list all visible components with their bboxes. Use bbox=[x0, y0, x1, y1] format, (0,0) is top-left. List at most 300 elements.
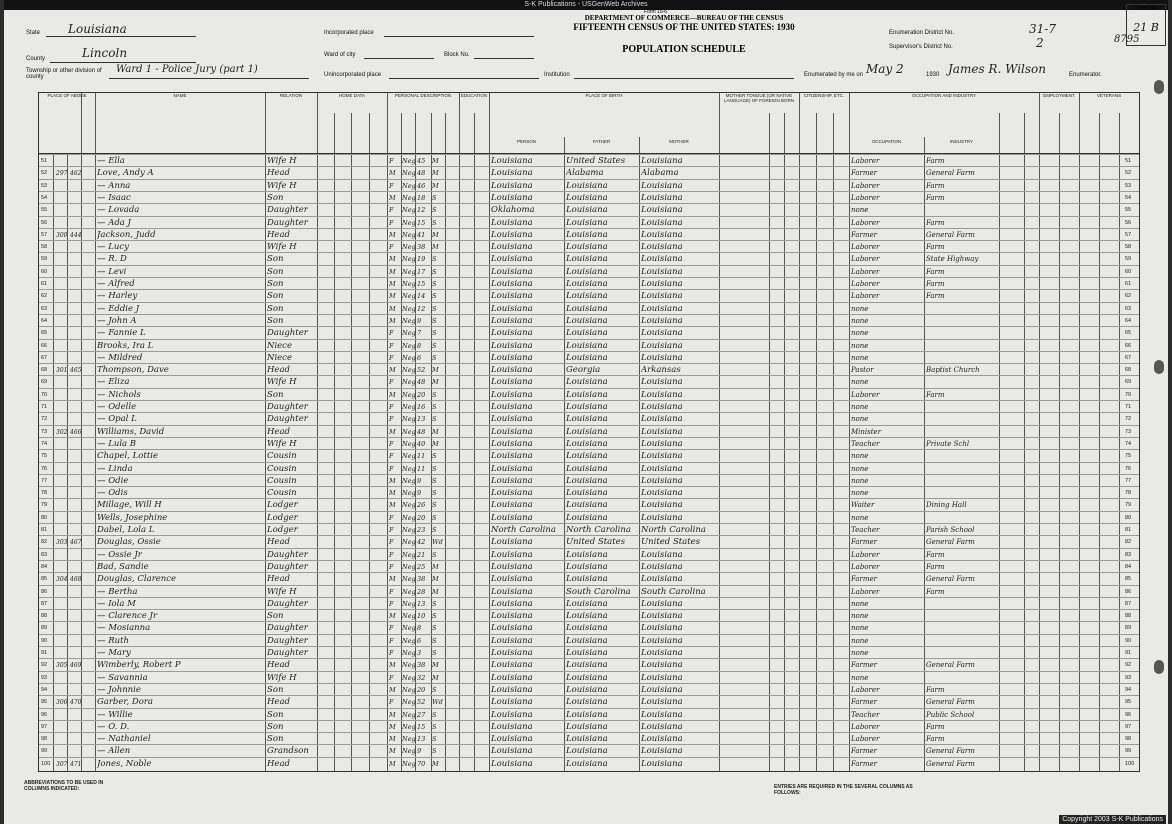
cell-name: Wimberly, Robert P bbox=[97, 660, 181, 671]
line-number: 60 bbox=[41, 268, 48, 275]
cell-sex: M bbox=[389, 366, 396, 375]
cell-name: Wells, Josephine bbox=[97, 512, 168, 523]
cell-age: 9 bbox=[417, 747, 422, 756]
cell-ms: Wd bbox=[432, 698, 443, 707]
cell-ind: Farm bbox=[926, 735, 945, 744]
cell-mother: Louisiana bbox=[641, 648, 683, 658]
cell-mother: Louisiana bbox=[641, 746, 683, 757]
col-person: PERSON bbox=[516, 139, 536, 144]
cell-sex: M bbox=[389, 722, 396, 731]
cell-sex: F bbox=[389, 329, 394, 338]
cell-occ: Teacher bbox=[851, 710, 880, 719]
line-number-right: 67 bbox=[1125, 354, 1132, 361]
cell-father: Louisiana bbox=[566, 758, 608, 769]
cell-sex: M bbox=[389, 489, 396, 498]
line-number: 83 bbox=[41, 551, 48, 558]
line-number-right: 100 bbox=[1125, 760, 1135, 767]
cell-name: — Isaac bbox=[97, 192, 131, 203]
cell-age: 18 bbox=[417, 193, 426, 202]
cell-ms: S bbox=[432, 193, 437, 202]
cell-mother: Louisiana bbox=[641, 205, 683, 216]
cell-ms: M bbox=[432, 169, 439, 178]
cell-ind: General Farm bbox=[926, 661, 975, 670]
cell-person: Louisiana bbox=[491, 611, 533, 622]
cell-father: Louisiana bbox=[566, 402, 608, 412]
cell-mother: Louisiana bbox=[641, 709, 683, 720]
cell-mother: Louisiana bbox=[641, 217, 683, 228]
cell-age: 7 bbox=[417, 329, 422, 338]
cell-person: Louisiana bbox=[491, 168, 533, 179]
cell-rel: Daughter bbox=[267, 328, 308, 339]
county-label: County bbox=[26, 56, 46, 62]
cell-rel: Wife H bbox=[267, 156, 297, 166]
cell-ind: Farm bbox=[926, 722, 945, 731]
cell-rel: Lodger bbox=[267, 512, 298, 523]
cell-sex: M bbox=[389, 612, 396, 621]
cell-name: — Allen bbox=[97, 746, 131, 757]
township-label: Township or other division of county bbox=[26, 68, 102, 80]
cell-ms: S bbox=[432, 710, 437, 719]
cell-mother: Louisiana bbox=[641, 352, 683, 363]
cell-father: Louisiana bbox=[566, 426, 608, 437]
cell-race: Neg bbox=[402, 673, 416, 682]
cell-father: Louisiana bbox=[566, 488, 608, 499]
line-number: 65 bbox=[41, 330, 48, 337]
cell-race: Neg bbox=[402, 181, 416, 190]
line-number: 74 bbox=[41, 440, 48, 447]
line-number: 84 bbox=[41, 563, 48, 570]
cell-person: Louisiana bbox=[491, 488, 533, 499]
cell-sex: M bbox=[389, 255, 396, 264]
cell-ms: S bbox=[432, 649, 437, 657]
cell-sex: F bbox=[389, 636, 394, 645]
cell-ms: M bbox=[432, 562, 439, 571]
cell-father: Louisiana bbox=[566, 611, 608, 622]
col-citizenship: CITIZENSHIP, ETC. bbox=[803, 93, 845, 98]
cell-age: 27 bbox=[417, 710, 426, 719]
cell-sex: M bbox=[389, 280, 396, 288]
line-number: 97 bbox=[41, 723, 48, 730]
supervisor-label: Supervisor's District No. bbox=[889, 44, 953, 50]
cell-ms: S bbox=[432, 390, 437, 399]
cell-fam: 471 bbox=[70, 760, 82, 768]
cell-mother: Louisiana bbox=[641, 438, 683, 449]
cell-person: Louisiana bbox=[491, 648, 533, 658]
cell-sex: M bbox=[389, 501, 396, 510]
col-personal: PERSONAL DESCRIPTION bbox=[394, 93, 452, 98]
cell-sex: F bbox=[389, 341, 394, 350]
cell-father: Louisiana bbox=[566, 352, 608, 363]
cell-person: Louisiana bbox=[491, 561, 533, 572]
enum-district-value: 31-7 bbox=[1029, 22, 1056, 36]
cell-rel: Head bbox=[267, 168, 290, 179]
cell-ms: M bbox=[432, 575, 439, 584]
cell-occ: Farmer bbox=[851, 538, 878, 547]
cell-race: Neg bbox=[402, 304, 416, 313]
cell-father: Louisiana bbox=[566, 377, 608, 388]
cell-name: — Lucy bbox=[97, 242, 129, 253]
cell-rel: Head bbox=[267, 574, 290, 585]
cell-mother: Louisiana bbox=[641, 697, 683, 708]
page-title: FIFTEENTH CENSUS OF THE UNITED STATES: 1930 bbox=[573, 22, 795, 32]
cell-name: — Odelle bbox=[97, 402, 137, 412]
cell-person: Louisiana bbox=[491, 242, 533, 253]
cell-ms: S bbox=[432, 476, 437, 485]
cell-name: — Opal L bbox=[97, 414, 137, 425]
line-number-right: 91 bbox=[1125, 650, 1132, 656]
cell-ms: S bbox=[432, 206, 437, 215]
cell-race: Neg bbox=[402, 538, 416, 547]
cell-occ: none bbox=[851, 489, 869, 498]
cell-rel: Daughter bbox=[267, 549, 308, 560]
cell-race: Neg bbox=[402, 575, 416, 584]
cell-person: Louisiana bbox=[491, 365, 533, 376]
cell-mother: Louisiana bbox=[641, 389, 683, 400]
cell-name: — Iola M bbox=[97, 598, 136, 609]
col-occ: OCCUPATION bbox=[871, 139, 902, 144]
line-number-right: 84 bbox=[1125, 563, 1132, 570]
cell-occ: none bbox=[851, 476, 869, 485]
cell-father: Louisiana bbox=[566, 648, 608, 658]
cell-person: Louisiana bbox=[491, 414, 533, 425]
cell-occ: Farmer bbox=[851, 575, 878, 584]
cell-rel: Wife H bbox=[267, 377, 297, 388]
cell-person: Louisiana bbox=[491, 709, 533, 720]
line-number: 80 bbox=[41, 514, 48, 521]
cell-ms: S bbox=[432, 599, 437, 608]
cell-rel: Wife H bbox=[267, 438, 297, 449]
cell-race: Neg bbox=[402, 366, 416, 375]
cell-mother: United States bbox=[641, 537, 701, 548]
line-number-right: 89 bbox=[1125, 625, 1132, 632]
cell-age: 48 bbox=[417, 169, 426, 178]
stamp-number: 8795 bbox=[1114, 34, 1140, 45]
line-number: 82 bbox=[41, 539, 48, 546]
cell-occ: none bbox=[851, 624, 869, 633]
cell-father: Louisiana bbox=[566, 205, 608, 216]
cell-name: Chapel, Lottie bbox=[97, 451, 158, 462]
cell-name: — Johnnie bbox=[97, 684, 141, 695]
cell-ms: S bbox=[432, 513, 437, 522]
line-number-right: 78 bbox=[1125, 490, 1132, 497]
line-number: 88 bbox=[41, 613, 48, 620]
cell-name: — O. D. bbox=[97, 721, 130, 732]
cell-name: — Nichols bbox=[97, 389, 141, 400]
cell-sex: F bbox=[389, 526, 394, 534]
cell-name: — Alfred bbox=[97, 279, 135, 289]
cell-ms: S bbox=[432, 341, 437, 350]
cell-sex: F bbox=[389, 599, 394, 608]
cell-ms: S bbox=[432, 722, 437, 731]
cell-sex: F bbox=[389, 698, 394, 707]
cell-name: Millage, Will H bbox=[97, 500, 162, 511]
cell-rel: Head bbox=[267, 537, 290, 548]
state-value: Louisiana bbox=[68, 22, 127, 36]
line-number-right: 73 bbox=[1125, 428, 1132, 435]
cell-age: 38 bbox=[417, 661, 426, 670]
cell-race: Neg bbox=[402, 415, 416, 424]
cell-person: Louisiana bbox=[491, 402, 533, 412]
cell-rel: Son bbox=[267, 734, 284, 745]
cell-person: Louisiana bbox=[491, 549, 533, 560]
cell-ms: M bbox=[432, 366, 439, 375]
cell-race: Neg bbox=[402, 169, 416, 178]
cell-ind: Farm bbox=[926, 218, 945, 227]
cell-race: Neg bbox=[402, 624, 416, 633]
cell-age: 14 bbox=[417, 292, 426, 301]
cell-race: Neg bbox=[402, 562, 416, 571]
cell-sex: F bbox=[389, 243, 394, 252]
line-number-right: 56 bbox=[1125, 219, 1132, 226]
enumerated-label: Enumerated by me on bbox=[804, 72, 864, 78]
cell-father: Louisiana bbox=[566, 279, 608, 289]
cell-rel: Wife H bbox=[267, 242, 297, 253]
cell-ind: Farm bbox=[926, 550, 945, 559]
cell-name: Williams, David bbox=[97, 426, 165, 437]
cell-rel: Daughter bbox=[267, 205, 308, 216]
supervisor-value: 2 bbox=[1036, 36, 1044, 50]
cell-occ: none bbox=[851, 353, 869, 362]
line-number-right: 59 bbox=[1125, 256, 1132, 263]
cell-occ: Farmer bbox=[851, 698, 878, 707]
cell-sex: F bbox=[389, 649, 394, 657]
cell-rel: Son bbox=[267, 709, 284, 720]
cell-ind: General Farm bbox=[926, 169, 975, 178]
cell-occ: Farmer bbox=[851, 661, 878, 670]
line-number-right: 93 bbox=[1125, 674, 1132, 681]
block-label: Block No. bbox=[444, 52, 470, 58]
cell-age: 9 bbox=[417, 476, 422, 485]
line-number-right: 69 bbox=[1125, 379, 1132, 386]
cell-name: — Mosianna bbox=[97, 623, 151, 634]
cell-mother: Louisiana bbox=[641, 611, 683, 622]
enumerator-name: James R. Wilson bbox=[948, 62, 1046, 76]
cell-name: — Eddie J bbox=[97, 303, 140, 314]
cell-person: Louisiana bbox=[491, 315, 533, 326]
col-tongue: MOTHER TONGUE (OR NATIVE LANGUAGE) OF FOREIGN BORN bbox=[723, 93, 794, 103]
cell-father: Louisiana bbox=[566, 709, 608, 720]
cell-occ: none bbox=[851, 304, 869, 313]
cell-ms: M bbox=[432, 427, 439, 436]
cell-age: 10 bbox=[417, 612, 426, 621]
cell-name: — Fannie L bbox=[97, 328, 146, 339]
cell-dw: 297 bbox=[56, 170, 68, 178]
cell-ms: M bbox=[432, 661, 439, 670]
cell-race: Neg bbox=[402, 230, 416, 239]
cell-race: Neg bbox=[402, 759, 416, 768]
cell-sex: M bbox=[389, 710, 396, 719]
cell-sex: F bbox=[389, 587, 394, 596]
entries-note: ENTRIES ARE REQUIRED IN THE SEVERAL COLUMNS AS FOLLOWS: bbox=[774, 784, 913, 796]
cell-rel: Wife H bbox=[267, 180, 297, 191]
cell-father: Louisiana bbox=[566, 242, 608, 253]
cell-ms: S bbox=[432, 747, 437, 756]
cell-ms: M bbox=[432, 587, 439, 596]
line-number-right: 79 bbox=[1125, 502, 1132, 509]
cell-person: Louisiana bbox=[491, 574, 533, 585]
cell-ind: Farm bbox=[926, 181, 945, 190]
cell-mother: Louisiana bbox=[641, 684, 683, 695]
cell-name: — Eliza bbox=[97, 377, 130, 388]
cell-father: Louisiana bbox=[566, 635, 608, 646]
cell-dw: 302 bbox=[56, 428, 68, 436]
cell-name: — Odis bbox=[97, 488, 128, 499]
cell-age: 11 bbox=[417, 464, 426, 473]
cell-age: 13 bbox=[417, 735, 426, 744]
cell-ind: Farm bbox=[926, 280, 945, 288]
cell-race: Neg bbox=[402, 206, 416, 215]
cell-ind: Farm bbox=[926, 243, 945, 252]
cell-race: Neg bbox=[402, 255, 416, 264]
cell-mother: Louisiana bbox=[641, 303, 683, 314]
line-number: 87 bbox=[41, 600, 48, 607]
cell-race: Neg bbox=[402, 513, 416, 522]
cell-age: 8 bbox=[417, 341, 422, 350]
county-value: Lincoln bbox=[82, 46, 128, 60]
line-number: 62 bbox=[41, 293, 48, 300]
cell-mother: Louisiana bbox=[641, 475, 683, 486]
line-number-right: 92 bbox=[1125, 662, 1132, 669]
cell-occ: Farmer bbox=[851, 230, 878, 239]
cell-rel: Head bbox=[267, 758, 290, 769]
cell-occ: Laborer bbox=[851, 735, 880, 744]
table-row bbox=[39, 757, 1139, 771]
cell-mother: Louisiana bbox=[641, 328, 683, 339]
col-education: EDUCATION bbox=[460, 93, 488, 98]
cell-person: Louisiana bbox=[491, 254, 533, 265]
cell-age: 3 bbox=[417, 649, 422, 657]
cell-occ: Laborer bbox=[851, 292, 880, 301]
cell-rel: Son bbox=[267, 266, 284, 277]
cell-ms: M bbox=[432, 157, 439, 165]
cell-ms: S bbox=[432, 735, 437, 744]
cell-name: — John A bbox=[97, 315, 137, 326]
cell-sex: M bbox=[389, 267, 396, 276]
cell-race: Neg bbox=[402, 403, 416, 411]
cell-person: Louisiana bbox=[491, 217, 533, 228]
cell-ind: Dining Hall bbox=[926, 501, 967, 510]
cell-ms: S bbox=[432, 636, 437, 645]
line-number: 89 bbox=[41, 625, 48, 632]
cell-ms: S bbox=[432, 353, 437, 362]
line-number: 67 bbox=[41, 354, 48, 361]
cell-name: Love, Andy A bbox=[97, 168, 154, 179]
cell-rel: Son bbox=[267, 192, 284, 203]
cell-dw: 305 bbox=[56, 662, 68, 670]
line-number-right: 85 bbox=[1125, 576, 1132, 583]
cell-father: Alabama bbox=[566, 168, 604, 179]
cell-name: Douglas, Ossie bbox=[97, 537, 161, 548]
cell-dw: 306 bbox=[56, 699, 68, 707]
line-number-right: 75 bbox=[1125, 453, 1132, 460]
line-number: 99 bbox=[41, 748, 48, 755]
line-number: 72 bbox=[41, 416, 48, 423]
cell-rel: Niece bbox=[267, 340, 292, 351]
cell-rel: Lodger bbox=[267, 525, 298, 535]
cell-name: — Anna bbox=[97, 180, 131, 191]
cell-ind: Farm bbox=[926, 587, 945, 596]
cell-rel: Daughter bbox=[267, 635, 308, 646]
line-number: 73 bbox=[41, 428, 48, 435]
cell-mother: Louisiana bbox=[641, 229, 683, 240]
cell-ms: S bbox=[432, 280, 437, 288]
cell-father: Louisiana bbox=[566, 192, 608, 203]
cell-father: Louisiana bbox=[566, 561, 608, 572]
cell-mother: Arkansas bbox=[641, 365, 681, 376]
cell-occ: Laborer bbox=[851, 243, 880, 252]
cell-ind: Farm bbox=[926, 267, 945, 276]
cell-father: Louisiana bbox=[566, 463, 608, 474]
cell-sex: M bbox=[389, 169, 396, 178]
cell-occ: none bbox=[851, 599, 869, 608]
cell-age: 13 bbox=[417, 599, 426, 608]
cell-rel: Son bbox=[267, 684, 284, 695]
cell-person: Louisiana bbox=[491, 451, 533, 462]
line-number: 52 bbox=[41, 170, 48, 177]
cell-race: Neg bbox=[402, 193, 416, 202]
cell-sex: F bbox=[389, 378, 394, 387]
cell-rel: Son bbox=[267, 279, 284, 289]
cell-name: — Mildred bbox=[97, 352, 143, 363]
cell-fam: 444 bbox=[70, 231, 82, 239]
cell-race: Neg bbox=[402, 526, 416, 534]
cell-mother: Louisiana bbox=[641, 315, 683, 326]
cell-name: — Ella bbox=[97, 156, 125, 166]
cell-occ: none bbox=[851, 378, 869, 387]
line-number: 86 bbox=[41, 588, 48, 595]
col-father: FATHER bbox=[592, 139, 611, 144]
cell-person: Louisiana bbox=[491, 352, 533, 363]
cell-age: 32 bbox=[417, 673, 426, 682]
cell-person: Louisiana bbox=[491, 586, 533, 597]
cell-father: Louisiana bbox=[566, 180, 608, 191]
cell-rel: Cousin bbox=[267, 488, 297, 499]
cell-age: 15 bbox=[417, 280, 426, 288]
line-number-right: 96 bbox=[1125, 711, 1132, 718]
cell-race: Neg bbox=[402, 722, 416, 731]
cell-occ: Farmer bbox=[851, 747, 878, 756]
cell-rel: Daughter bbox=[267, 561, 308, 572]
cell-person: Louisiana bbox=[491, 635, 533, 646]
cell-mother: Louisiana bbox=[641, 377, 683, 388]
cell-age: 42 bbox=[417, 538, 426, 547]
cell-occ: Laborer bbox=[851, 280, 880, 288]
cell-age: 20 bbox=[417, 513, 426, 522]
cell-ind: General Farm bbox=[926, 747, 975, 756]
cell-name: — Lula B bbox=[97, 438, 137, 449]
cell-sex: F bbox=[389, 218, 394, 227]
cell-occ: Farmer bbox=[851, 169, 878, 178]
cell-father: Louisiana bbox=[566, 254, 608, 265]
cell-mother: Louisiana bbox=[641, 426, 683, 437]
cell-occ: Laborer bbox=[851, 722, 880, 731]
cell-ind: State Highway bbox=[926, 255, 979, 264]
cell-ms: S bbox=[432, 612, 437, 621]
cell-ms: M bbox=[432, 378, 439, 387]
cell-mother: South Carolina bbox=[641, 586, 706, 597]
cell-ms: S bbox=[432, 292, 437, 301]
cell-race: Neg bbox=[402, 243, 416, 252]
cell-ms: S bbox=[432, 550, 437, 559]
cell-person: Louisiana bbox=[491, 660, 533, 671]
cell-rel: Head bbox=[267, 697, 290, 708]
cell-sex: F bbox=[389, 513, 394, 522]
cell-person: Louisiana bbox=[491, 623, 533, 634]
line-number: 96 bbox=[41, 711, 48, 718]
cell-rel: Son bbox=[267, 254, 284, 265]
cell-father: Louisiana bbox=[566, 291, 608, 302]
cell-ms: Wd bbox=[432, 538, 443, 547]
